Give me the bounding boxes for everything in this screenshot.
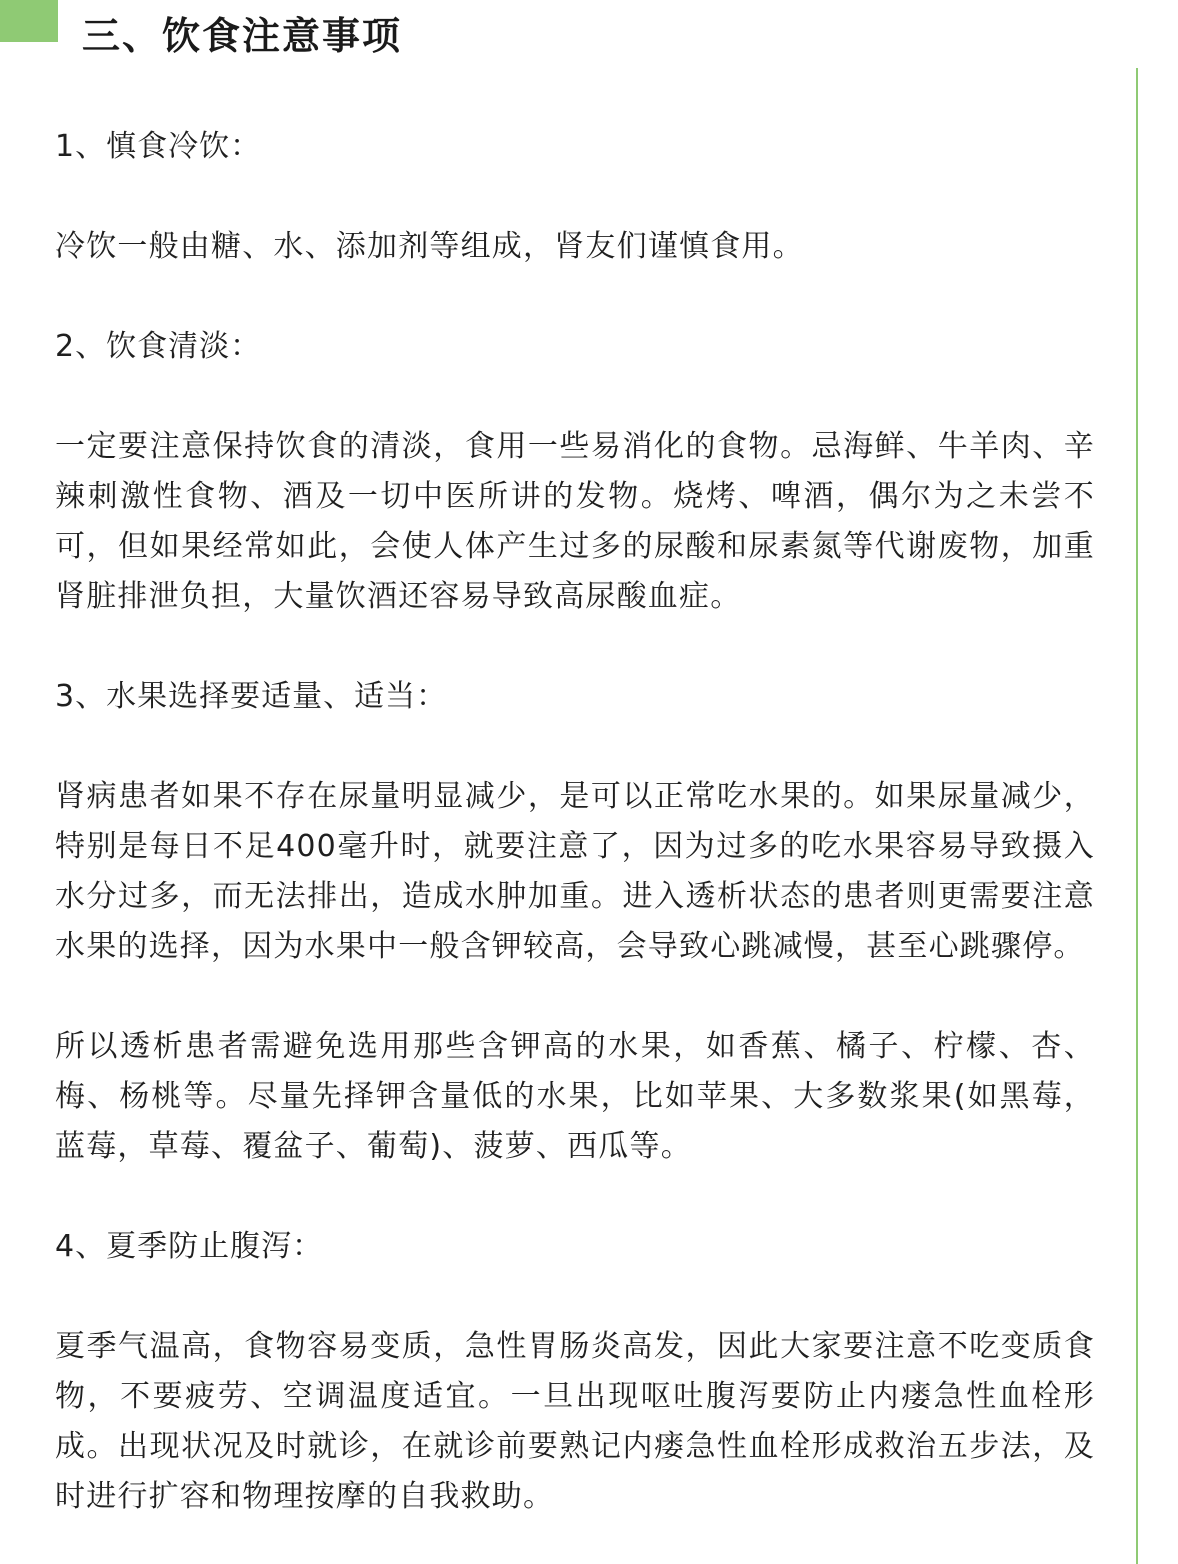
tip-item-1: [55, 122, 1095, 272]
article-content: [55, 122, 1095, 1522]
tip-paragraph: 肾病患者如果不存在尿量明显减少，是可以正常吃水果的。如果尿量减少，特别是每日不足400毫升时，就要注意了，因为过多的吃水果容易导致摄入水分过多，而无法排出，造成水肿加重。进入透析状态的患者则更需要注意水果的选择，因为水果中一般含钾较高，会导致心跳减慢，甚至心跳骤停。: [55, 779, 1095, 964]
tip-paragraph: 冷饮一般由糖、水、添加剂等组成，肾友们谨慎食用。: [55, 229, 804, 264]
right-border-rule: [1136, 68, 1138, 1564]
tip-item-4: [55, 1222, 1095, 1522]
tip-heading: 3、水果选择要适量、适当：: [55, 679, 448, 714]
tip-item-3: [55, 672, 1095, 1172]
tip-item-2: [55, 322, 1095, 622]
tip-paragraph: 一定要注意保持饮食的清淡，食用一些易消化的食物。忌海鲜、牛羊肉、辛辣刺激性食物、酒及一切中医所讲的发物。烧烤、啤酒，偶尔为之未尝不可，但如果经常如此，会使人体产生过多的尿酸和尿素氮等代谢废物，加重肾脏排泄负担，大量饮酒还容易导致高尿酸血症。: [55, 429, 1095, 614]
tip-paragraph: 夏季气温高，食物容易变质，急性胃肠炎高发，因此大家要注意不吃变质食物，不要疲劳、空调温度适宜。一旦出现呕吐腹泻要防止内瘘急性血栓形成。出现状况及时就诊，在就诊前要熟记内瘘急性血栓形成救治五步法，及时进行扩容和物理按摩的自我救助。: [55, 1329, 1095, 1514]
tip-heading: 1、慎食冷饮：: [55, 129, 262, 164]
section-title: 三、饮食注意事项: [82, 14, 403, 58]
tip-paragraph: 所以透析患者需避免选用那些含钾高的水果，如香蕉、橘子、柠檬、杏、梅、杨桃等。尽量先择钾含量低的水果，比如苹果、大多数浆果(如黑莓，蓝莓，草莓、覆盆子、葡萄)、菠萝、西瓜等。: [55, 1029, 1095, 1164]
section-accent-block: [0, 0, 58, 42]
tip-heading: 4、夏季防止腹泻：: [55, 1229, 324, 1264]
tip-heading: 2、饮食清淡：: [55, 329, 262, 364]
